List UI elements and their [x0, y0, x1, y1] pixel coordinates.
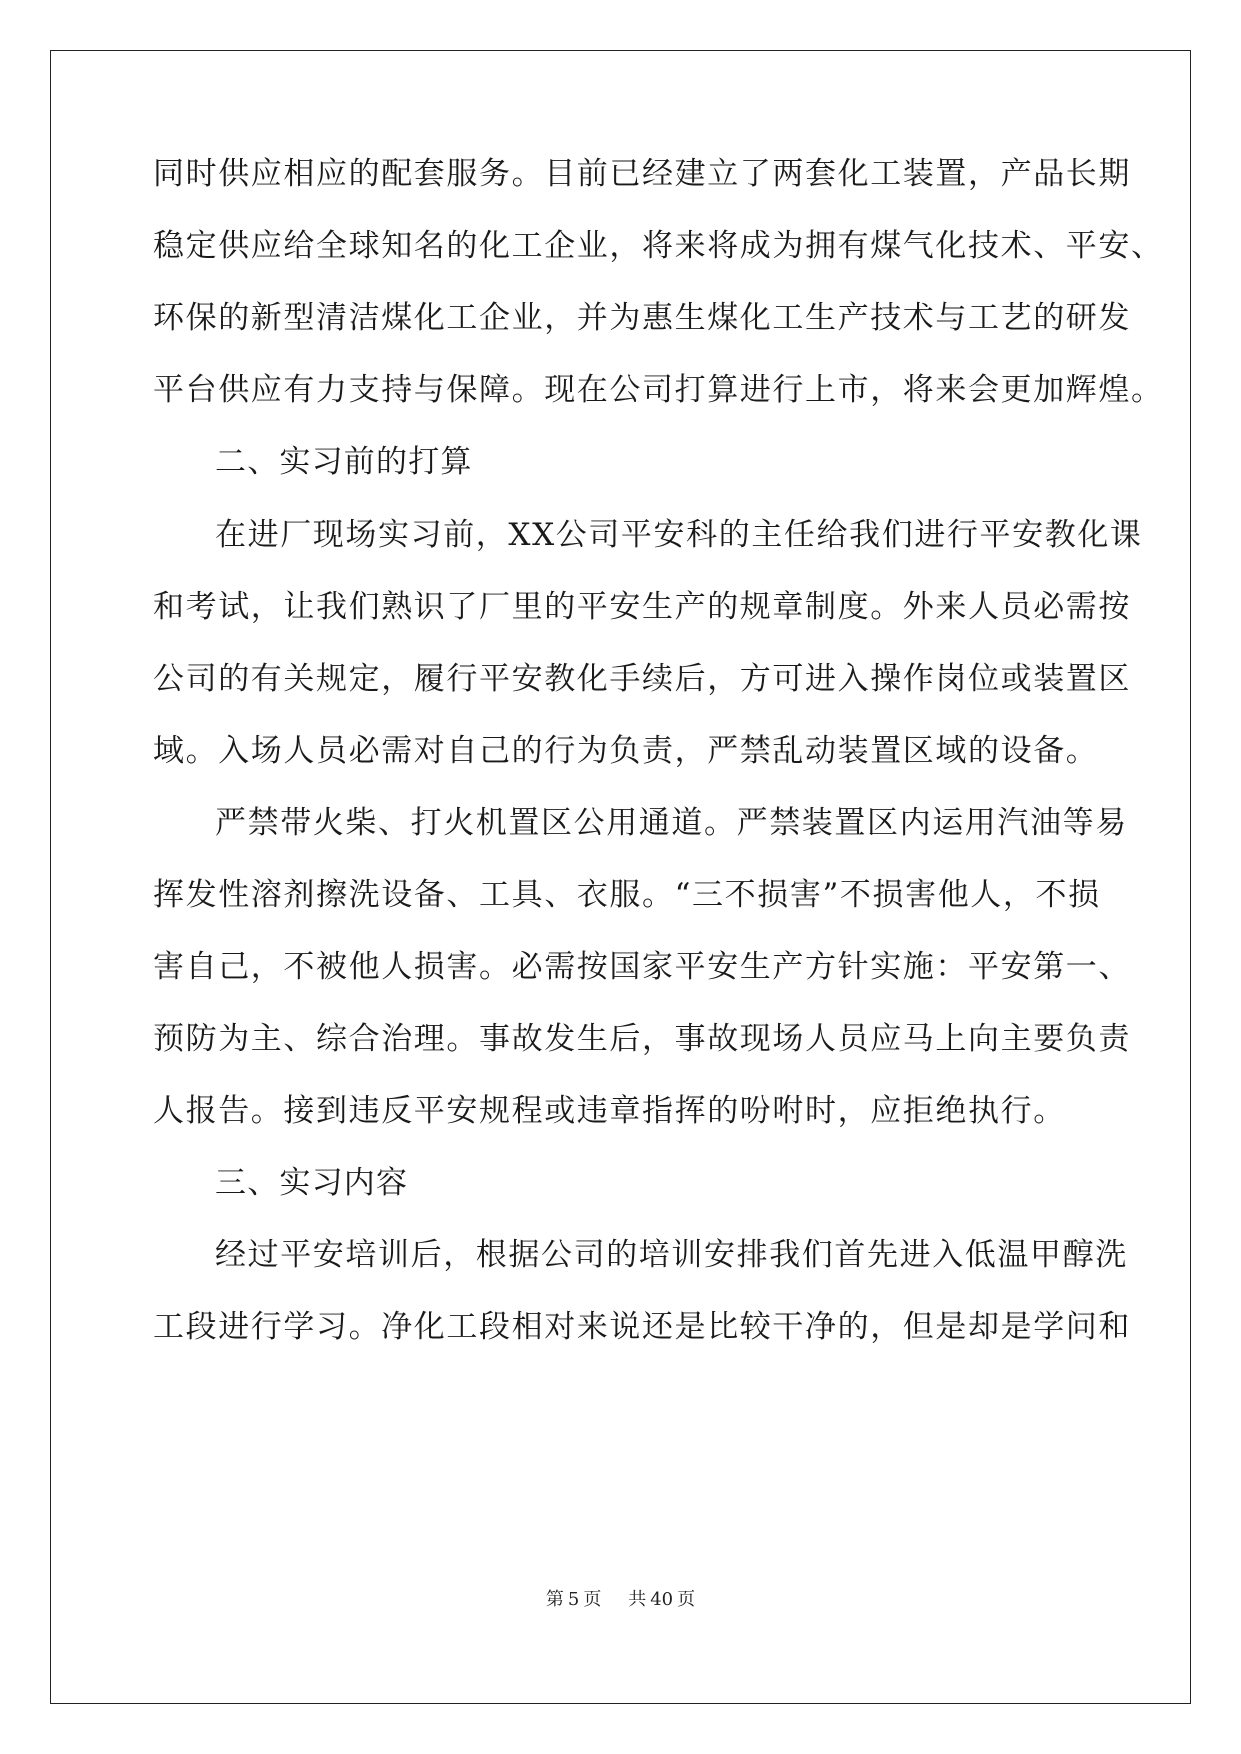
text-line: 经过平安培训后，根据公司的培训安排我们首先进入低温甲醇洗	[215, 1237, 1128, 1273]
text-line: 严禁带火柴、打火机置区公用通道。严禁装置区内运用汽油等易	[215, 805, 1128, 841]
footer-total-pages: 40	[650, 1589, 674, 1610]
text-line: 在进厂现场实习前，XX公司平安科的主任给我们进行平安教化课	[215, 517, 1143, 553]
footer-page-prefix: 第	[545, 1589, 564, 1610]
text-line: 平台供应有力支持与保障。现在公司打算进行上市，将来会更加辉煌。	[153, 372, 1164, 408]
text-line: 工段进行学习。净化工段相对来说还是比较干净的，但是却是学问和	[153, 1309, 1131, 1345]
footer-page-number: 5	[567, 1589, 580, 1610]
section-heading: 二、实习前的打算	[215, 444, 473, 480]
text-line: 挥发性溶剂擦洗设备、工具、衣服。“三不损害”不损害他人，不损	[153, 877, 1101, 913]
text-line: 预防为主、综合治理。事故发生后，事故现场人员应马上向主要负责	[153, 1021, 1131, 1057]
text-line: 环保的新型清洁煤化工企业，并为惠生煤化工生产技术与工艺的研发	[153, 300, 1131, 336]
text-line: 公司的有关规定，履行平安教化手续后，方可进入操作岗位或装置区	[153, 661, 1131, 697]
text-line: 同时供应相应的配套服务。目前已经建立了两套化工装置，产品长期	[153, 156, 1131, 192]
text-line: 域。入场人员必需对自己的行为负责，严禁乱动装置区域的设备。	[153, 733, 1099, 769]
text-line: 稳定供应给全球知名的化工企业，将来将成为拥有煤气化技术、平安、	[153, 228, 1164, 264]
footer-total-prefix: 共	[628, 1589, 647, 1610]
footer-total-suffix: 页	[677, 1589, 696, 1610]
text-line: 人报告。接到违反平安规程或违章指挥的吩咐时，应拒绝执行。	[153, 1093, 1066, 1129]
text-line: 害自己，不被他人损害。必需按国家平安生产方针实施：平安第一、	[153, 949, 1131, 985]
section-heading: 三、实习内容	[215, 1165, 409, 1201]
text-line: 和考试，让我们熟识了厂里的平安生产的规章制度。外来人员必需按	[153, 589, 1131, 625]
footer-page-suffix: 页	[583, 1589, 602, 1610]
page-footer	[0, 1588, 1241, 1612]
